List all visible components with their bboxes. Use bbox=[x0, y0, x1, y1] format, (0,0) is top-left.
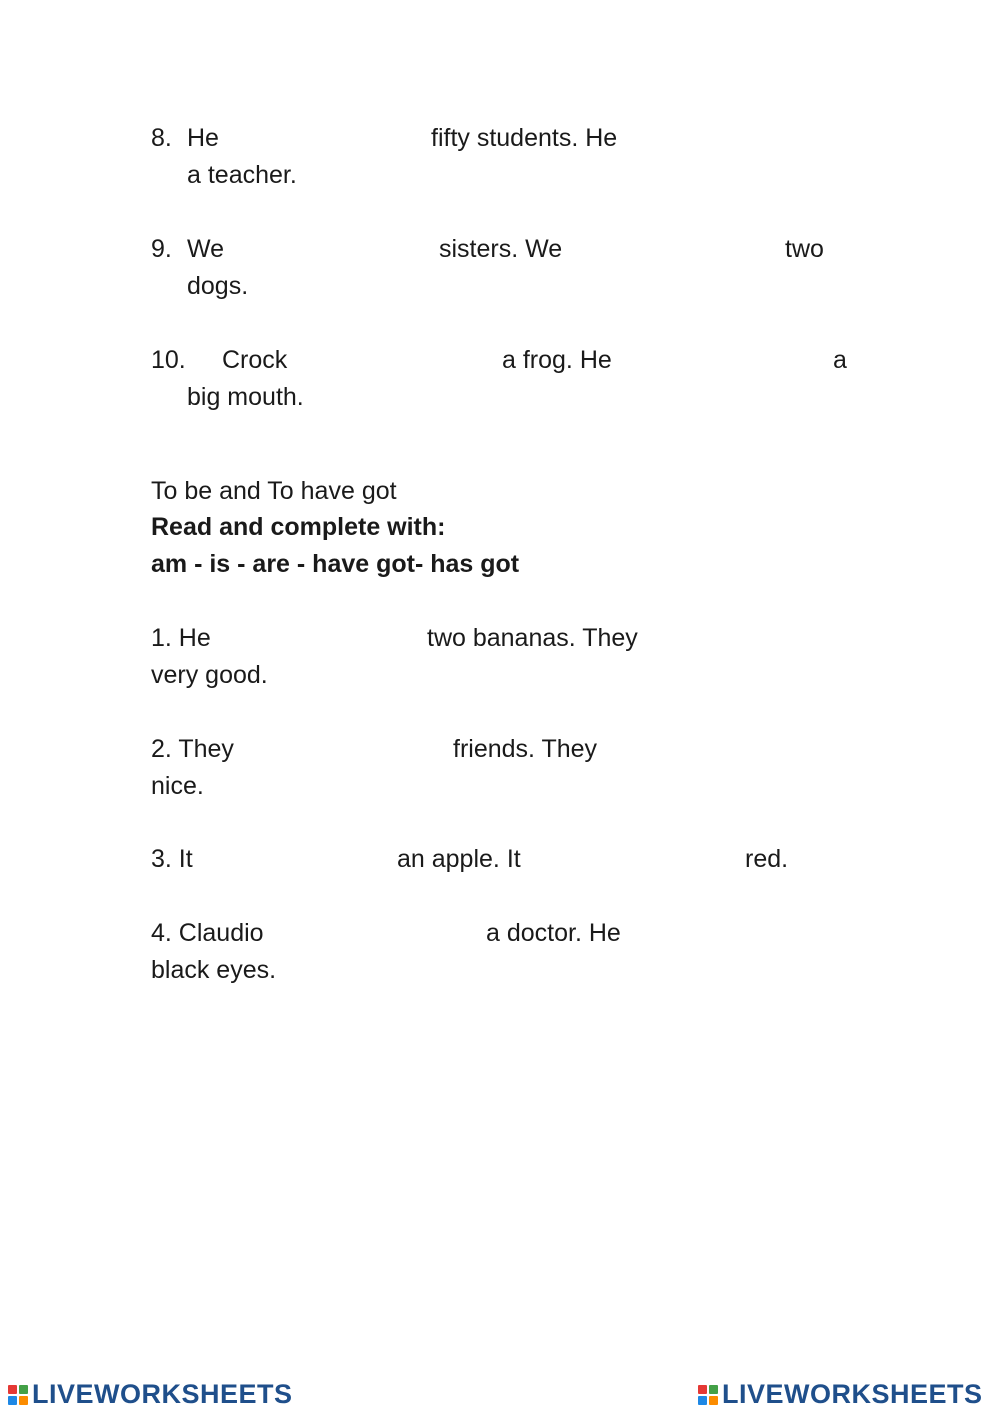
footer-brand-left bbox=[8, 1381, 293, 1408]
question-text: 3. It bbox=[151, 845, 193, 873]
brand-name: LIVEWORKSHEETS bbox=[722, 1379, 983, 1409]
question-number: 10. bbox=[151, 346, 186, 374]
question-number: 8. bbox=[151, 124, 172, 152]
question-text: a frog. He bbox=[502, 346, 612, 374]
question-text: dogs. bbox=[187, 272, 249, 300]
question-text: Crock bbox=[222, 346, 288, 374]
question-text: He bbox=[187, 124, 219, 152]
question-text: 1. He bbox=[151, 624, 211, 652]
question-text: two bbox=[785, 235, 824, 263]
logo-square-e bbox=[709, 1396, 718, 1405]
question-text: an apple. It bbox=[397, 845, 521, 873]
exercise-instruction: Read and complete with: bbox=[151, 513, 446, 541]
question-text: black eyes. bbox=[151, 956, 277, 984]
footer-brand-right bbox=[698, 1381, 983, 1408]
logo-square-w bbox=[19, 1385, 28, 1394]
question-text: very good. bbox=[151, 661, 268, 689]
question-text: sisters. We bbox=[439, 235, 563, 263]
logo-square-v bbox=[8, 1396, 17, 1405]
question-number: 9. bbox=[151, 235, 172, 263]
question-text: nice. bbox=[151, 772, 204, 800]
question-text: friends. They bbox=[453, 735, 598, 763]
question-text: big mouth. bbox=[187, 383, 304, 411]
logo-square-l bbox=[698, 1385, 707, 1394]
question-text: a bbox=[833, 346, 847, 374]
question-text: a teacher. bbox=[187, 161, 297, 189]
liveworksheets-logo-icon bbox=[8, 1385, 28, 1405]
question-text: We bbox=[187, 235, 225, 263]
word-bank: am - is - are - have got- has got bbox=[151, 550, 520, 578]
logo-square-e bbox=[19, 1396, 28, 1405]
logo-square-w bbox=[709, 1385, 718, 1394]
liveworksheets-logo-icon bbox=[698, 1385, 718, 1405]
exercise-title: To be and To have got bbox=[151, 477, 397, 505]
brand-name: LIVEWORKSHEETS bbox=[32, 1379, 293, 1409]
question-text: a doctor. He bbox=[486, 919, 621, 947]
question-text: 4. Claudio bbox=[151, 919, 264, 947]
question-text: two bananas. They bbox=[427, 624, 638, 652]
logo-square-l bbox=[8, 1385, 17, 1394]
logo-square-v bbox=[698, 1396, 707, 1405]
question-text: 2. They bbox=[151, 735, 234, 763]
question-text: red. bbox=[745, 845, 789, 873]
question-text: fifty students. He bbox=[431, 124, 618, 152]
